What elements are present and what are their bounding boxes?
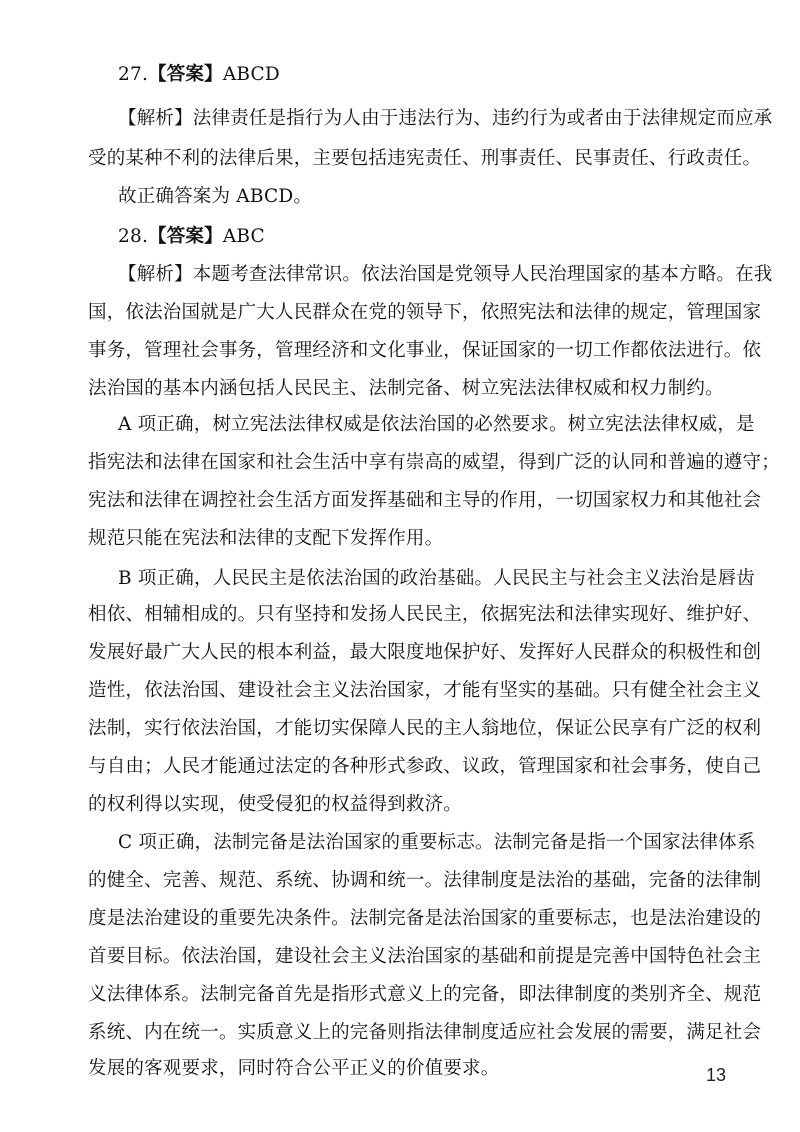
option-b-line: 造性，依法治国、建设社会主义法治国家，才能有坚实的基础。只有健全社会主义: [88, 680, 762, 701]
option-b-line: 相依、相辅相成的。只有坚持和发扬人民民主，依据宪法和法律实现好、维护好、: [88, 604, 762, 625]
option-b-line: B 项正确，人民民主是依法治国的政治基础。人民民主与社会主义法治是唇齿: [118, 568, 755, 589]
answer-heading-28: [118, 220, 748, 254]
option-c-line: 义法律体系。法制完备首先是指形式意义上的完备，即法律制度的类别齐全、规范: [88, 984, 762, 1005]
option-c-line: 首要目标。依法治国，建设社会主义法治国家的基础和前提是完善中国特色社会主: [88, 946, 762, 967]
option-b-line: 的权利得以实现，使受侵犯的权益得到救济。: [88, 794, 463, 815]
analysis-line: 【解析】法律责任是指行为人由于违法行为、违约行为或者由于法律规定而应承: [118, 108, 773, 129]
analysis-line: 国，依法治国就是广大人民群众在党的领导下，依照宪法和法律的规定，管理国家: [88, 302, 762, 323]
conclusion-line: 故正确答案为 ABCD。: [118, 186, 313, 207]
option-c-line: C 项正确，法制完备是法治国家的重要标志。法制完备是指一个国家法律体系: [118, 832, 756, 853]
option-a-line: A 项正确，树立宪法法律权威是依法治国的必然要求。树立宪法法律权威，是: [118, 414, 755, 435]
option-a-line: 指宪法和法律在国家和社会生活中享有崇高的威望，得到广泛的认同和普遍的遵守；: [88, 452, 780, 473]
analysis-line: 事务，管理社会事务，管理经济和文化事业，保证国家的一切工作都依法进行。依: [88, 340, 762, 361]
answer-heading-27: [118, 58, 748, 92]
option-b-line: 与自由；人民才能通过法定的各种形式参政、议政，管理国家和社会事务，使自己: [88, 756, 762, 777]
page-number: 13: [706, 1065, 727, 1085]
answer-label: 【答案】: [148, 226, 223, 247]
answer-label: 【答案】: [148, 64, 223, 85]
answer-value: ABCD: [222, 64, 280, 85]
analysis-line: 【解析】本题考查法律常识。依法治国是党领导人民治理国家的基本方略。在我: [118, 264, 773, 285]
analysis-line: 受的某种不利的法律后果，主要包括违宪责任、刑事责任、民事责任、行政责任。: [88, 148, 762, 169]
answer-number: 28.: [118, 226, 149, 247]
analysis-line: 法治国的基本内涵包括人民民主、法制完备、树立宪法法律权威和权力制约。: [88, 378, 724, 399]
answer-value: ABC: [222, 226, 265, 247]
option-a-line: 规范只能在宪法和法律的支配下发挥作用。: [88, 528, 444, 549]
option-a-line: 宪法和法律在调控社会生活方面发挥基础和主导的作用，一切国家权力和其他社会: [88, 490, 762, 511]
option-c-line: 的健全、完善、规范、系统、协调和统一。法律制度是法治的基础，完备的法律制: [88, 870, 762, 891]
option-c-line: 系统、内在统一。实质意义上的完备则指法律制度适应社会发展的需要，满足社会: [88, 1022, 762, 1043]
option-c-line: 度是法治建设的重要先决条件。法制完备是法治国家的重要标志，也是法治建设的: [88, 908, 762, 929]
option-c-line: 发展的客观要求，同时符合公平正义的价值要求。: [88, 1058, 500, 1079]
option-b-line: 法制，实行依法治国，才能切实保障人民的主人翁地位，保证公民享有广泛的权利: [88, 718, 762, 739]
option-b-line: 发展好最广大人民的根本利益，最大限度地保护好、发挥好人民群众的积极性和创: [88, 642, 762, 663]
answer-number: 27.: [118, 64, 149, 85]
